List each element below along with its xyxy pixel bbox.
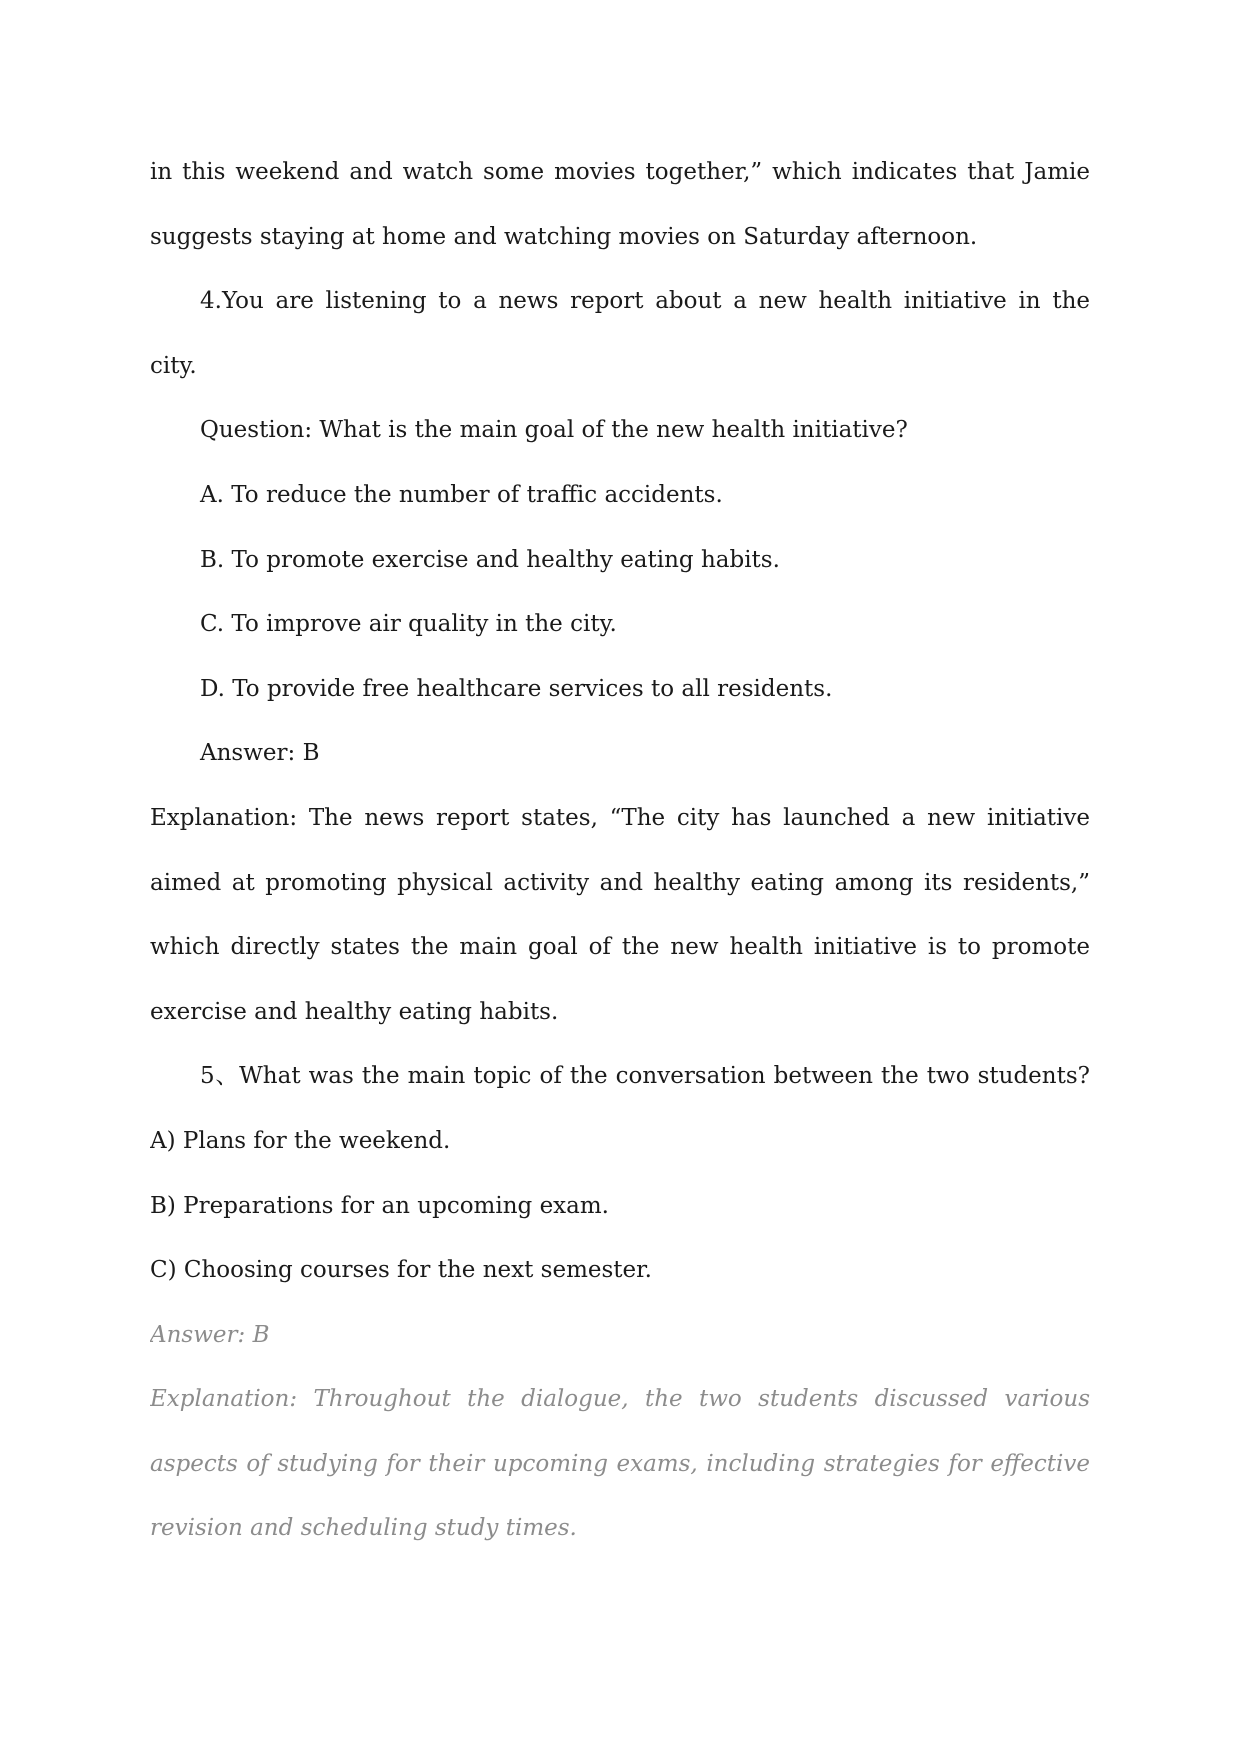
q4-prompt-line-2: city.: [150, 352, 197, 379]
q5-option-b: B) Preparations for an upcoming exam.: [150, 1192, 609, 1219]
q4-answer: Answer: B: [200, 740, 320, 767]
q4-option-c: C. To improve air quality in the city.: [200, 611, 617, 638]
q4-question: Question: What is the main goal of the new health initiative?: [200, 417, 908, 444]
q5-explanation-line-2: aspects of studying for their upcoming exams, including strategies for effective: [150, 1450, 1090, 1477]
q5-question: 5、What was the main topic of the conversation between the two students?: [200, 1063, 1090, 1090]
q5-option-c: C) Choosing courses for the next semester.: [150, 1257, 652, 1284]
q3-explanation-line-2: suggests staying at home and watching movies on Saturday afternoon.: [150, 223, 978, 250]
q4-option-d: D. To provide free healthcare services to all residents.: [200, 675, 833, 702]
q4-option-b: B. To promote exercise and healthy eating habits.: [200, 546, 780, 573]
document-page: [150, 140, 1090, 1561]
q5-explanation-line-3: revision and scheduling study times.: [150, 1515, 577, 1542]
q5-explanation-line-1: Explanation: Throughout the dialogue, the two students discussed various: [150, 1386, 1090, 1413]
q3-explanation-line-1: in this weekend and watch some movies together,” which indicates that Jamie: [150, 159, 1090, 185]
q4-explanation-line-1: Explanation: The news report states, “The city has launched a new initiative: [150, 804, 1090, 831]
q4-prompt-line-1: 4.You are listening to a news report about a new health initiative in the: [200, 288, 1090, 315]
q5-answer: Answer: B: [150, 1321, 270, 1348]
q4-explanation-line-4: exercise and healthy eating habits.: [150, 998, 559, 1025]
q4-explanation-line-3: which directly states the main goal of the new health initiative is to promote: [150, 934, 1090, 961]
q5-option-a: A) Plans for the weekend.: [150, 1127, 451, 1154]
q4-option-a: A. To reduce the number of traffic accidents.: [200, 481, 723, 508]
q4-explanation-line-2: aimed at promoting physical activity and healthy eating among its residents,”: [150, 869, 1090, 896]
